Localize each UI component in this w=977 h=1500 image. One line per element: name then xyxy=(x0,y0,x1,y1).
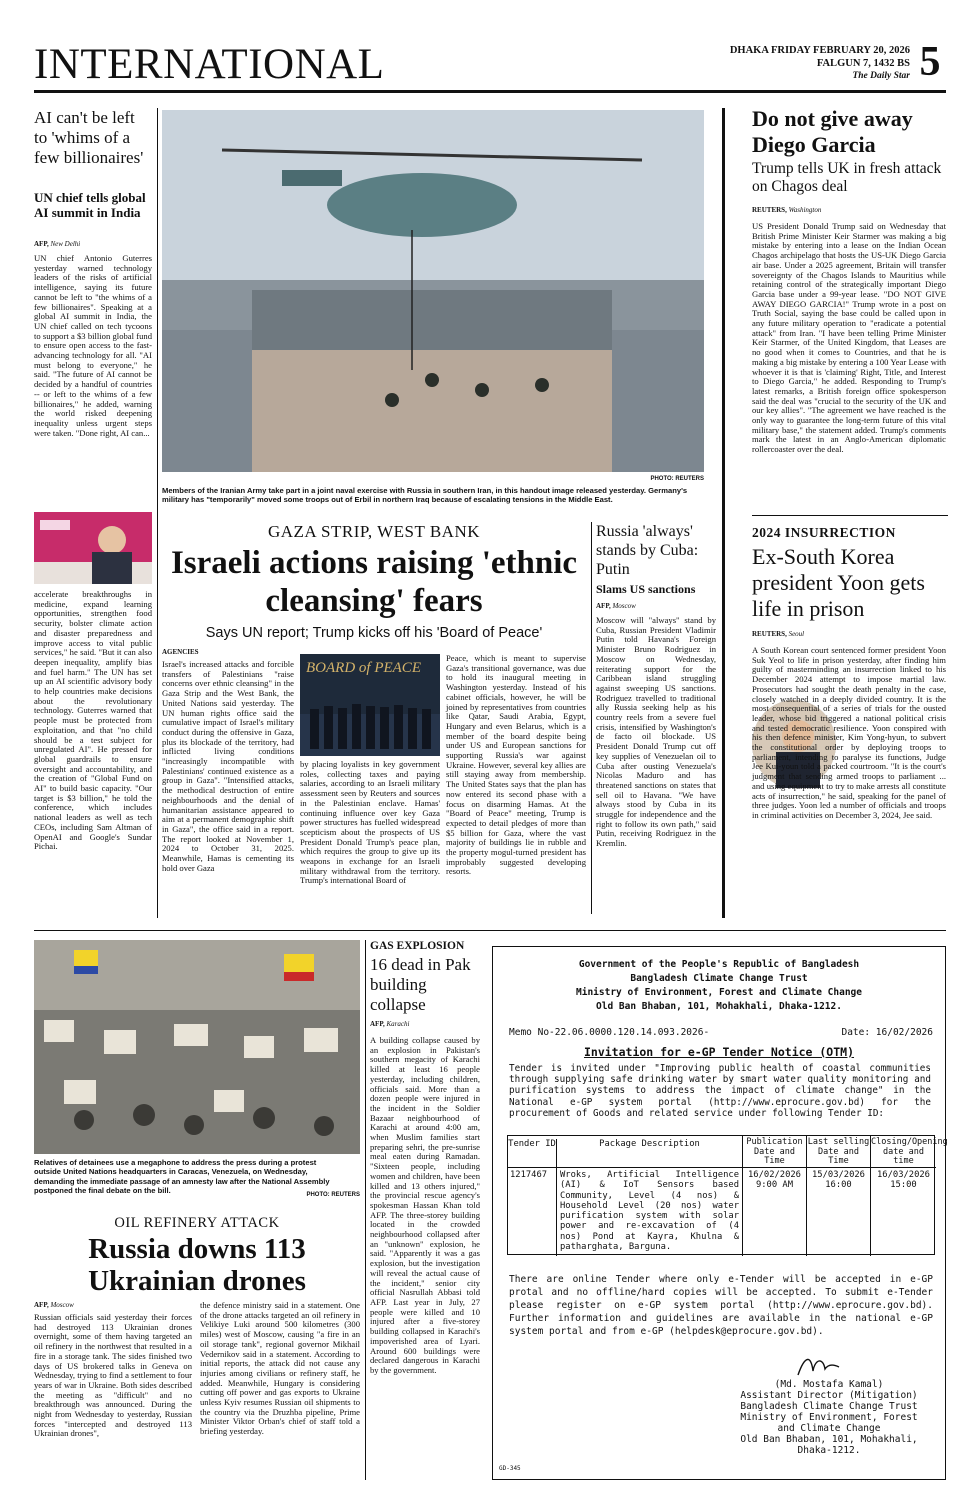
board-logo-text: BOARD of PEACE xyxy=(306,660,421,676)
tender-h2: Bangladesh Climate Change Trust xyxy=(630,973,808,984)
sig-addr1: Old Ban Bhaban, 101, Mohakhali, xyxy=(740,1434,918,1445)
sig-addr2: Dhaka-1212. xyxy=(797,1445,861,1456)
rule-right xyxy=(722,108,725,918)
russia-kicker: OIL REFINERY ATTACK xyxy=(114,1215,280,1231)
cuba-headline: Russia 'always' stands by Cuba: Putin xyxy=(596,523,699,578)
tender-notice xyxy=(492,946,946,1480)
ai-byline: AFP, New Delhi xyxy=(34,240,81,248)
gas-headline: 16 dead in Pak building collapse xyxy=(370,955,471,1014)
masthead-rule xyxy=(34,90,946,93)
cuba-subhead: Slams US sanctions xyxy=(596,582,696,596)
page-number: 5 xyxy=(919,39,941,85)
iran-photo-caption: Members of the Iranian Army take part in a joint naval exercise with Russia in southern Iran, in this handout image released yesterday. Germany's military has "temporarily" moved some troops out of Erbil in northern Iraq because of escalating tensions in the Middle East. xyxy=(162,486,688,505)
tender-h4: Old Ban Bhaban, 101, Mohakhali, Dhaka-1212. xyxy=(596,1001,842,1012)
tender-intro: Tender is invited under "Improving public health of coastal communities through supplying safe drinking water by smart water quality monitoring and purification systems to address the impact of climate change" in the National e-GP system portal (http://www.eprocure.gov.bd) for the procurement of Goods and related service under following Tender ID: xyxy=(509,1063,931,1119)
gaza-byline: AGENCIES xyxy=(162,648,199,656)
td-package: Wroks, Artificial Intelligence (AI) & IoT Sensors based Community, Level (4 nos) & Household Level (20 nos) water purification system with solar power and re-excavation of (4 nos) Pond at Kayra, Khulna & patharghata, Barguna. xyxy=(556,1168,742,1256)
cuba-byline: AFP, Moscow xyxy=(596,602,636,610)
td-tender-id: 1217467 xyxy=(510,1170,548,1180)
rule-diego xyxy=(752,515,948,516)
date-line-2: FALGUN 7, 1432 BS xyxy=(816,58,910,69)
sig-org1: Bangladesh Climate Change Trust xyxy=(740,1401,918,1412)
sig-title: Assistant Director (Mitigation) xyxy=(740,1390,918,1401)
yoon-byline: REUTERS, Seoul xyxy=(752,630,805,638)
gaza-kicker: GAZA STRIP, WEST BANK xyxy=(267,522,480,541)
rule-cuba xyxy=(591,522,592,914)
td-publication: 16/02/2026 9:00 AM xyxy=(742,1168,806,1256)
gas-body: A building collapse caused by an explosion in Pakistan's southern megacity of Karachi killed at least 16 people yesterday, including children, officials said. More than a dozen people were injured in the incident in the Soldier Bazaar neighbourhood of Karachi at around 4:00 am, when Muslim families start preparing sehri, the pre-sunrise meal eaten during Ramadan. "Sixteen people, including women and children, have been killed and 13 others injured," the provincial rescue agency's spokesman Hassan Khan told AFP. The three-storey building located in the crowded neighbourhood collapsed after an "unknown" explosion, he said. "Apparently it was a gas explosion, but the investigation will reveal the actual cause of the incident," senior city official Nasrullah Abbasi told AFP. Last year in July, 27 people were killed and 10 injured after a five-storey building collapsed in Karachi's impoverished area of Lyari. Around 600 buildings were declared dangerous in Karachi by the government. xyxy=(370,1035,480,1375)
diego-subhead: Trump tells UK in fresh attack on Chagos deal xyxy=(752,160,942,195)
th-publication: Publication Date and Time xyxy=(742,1136,806,1167)
rule-left xyxy=(157,108,158,918)
sig-name: (Md. Mostafa Kamal) xyxy=(774,1379,884,1390)
diego-body: US President Donald Trump said on Wednesday that British Prime Minister Keir Starmer was making a big mistake by entering into a lease on the Indian Ocean Chagos archipelago that hosts the US-UK Diego Garcia air base. Under a 2025 agreement, Britain will transfer sovereignty of the Chagos Islands to Mauritius while retaining control of the strategically important Diego Garcia base under a 99-year lease. "DO NOT GIVE AWAY DIEGO GARCIA!" Trump wrote in a post on Truth Social, saying the base could be called upon in any future military operation to "eradicate a potential attack" from Iran. "I have been telling Prime Minister Keir Starmer, of the United Kingdom, that Leases are no good when it comes to Countries, and that he is making a big mistake by entering a 100 Year Lease with whoever it is that is 'claiming' Right, Title, and Interest to Diego Garcia," he added. Responding to Trump's latest remarks, a British foreign office spokesperson said the deal was "crucial to the security of the UK and our key allies". "The agreement we have reached is the only way to guarantee the long-term future of this vital military base," the statement added. Trump's comments mark the latest in an Anglo-American diplomatic rollercoaster over the deal. xyxy=(752,221,946,455)
gaza-subhead: Says UN report; Trump kicks off his 'Board of Peace' xyxy=(205,625,543,641)
russia-byline: AFP, Moscow xyxy=(34,1301,74,1309)
tender-memo: Memo No-22.06.0000.120.14.093.2026- xyxy=(509,1027,710,1038)
yoon-headline: Ex-South Korea president Yoon gets life in prison xyxy=(752,544,925,621)
board-of-peace-photo xyxy=(300,654,440,756)
section-title: INTERNATIONAL xyxy=(34,41,385,88)
ai-body-1: UN chief Antonio Guterres yesterday warned technology leaders of the risks of artificial intelligence, saying its future cannot be left to "the whims of a few billionaires". Speaking at a global AI summit in India, the UN chief called on tech tycoons to support a $3 billion global fund to ensure open access to the fast-advancing technology for all. "AI must belong to everyone," he said. "The future of AI cannot be decided by a handful of countries -- or left to the whims of a few billionaires," he added, warning the world risked deepening inequality unless urgent steps were taken. "Done right, AI can... xyxy=(34,253,152,438)
tender-table xyxy=(507,1135,948,1255)
tender-table-row xyxy=(508,1168,936,1256)
tender-note: There are online Tender where only e-Tender will be accepted in e-GP protal and no offline/hard copies will be accepted. To submit e-Tender please register on e-GP system portal (http://www.eprocure.gov.bd). Further information and guidelines are available in the national e-GP system portal and from e-GP (helpdesk@eprocure.gov.bd). xyxy=(509,1274,933,1337)
diego-headline: Do not give away Diego Garcia xyxy=(752,106,913,157)
tender-h1: Government of the People's Republic of Bangladesh xyxy=(578,959,860,970)
th-last-selling: Last selling Date and Time xyxy=(807,1137,870,1166)
ai-subhead: UN chief tells global AI summit in India xyxy=(34,190,146,220)
rule-gas xyxy=(365,940,366,1480)
tender-code: GD-345 xyxy=(499,1465,521,1472)
gas-byline: AFP, Karachi xyxy=(370,1020,410,1028)
board-image xyxy=(300,654,440,756)
russia-col-1: Russian officials said yesterday their forces had destroyed 113 Ukrainian drones overnight, some of them having targeted an oil refinery in the northwest that resulted in a fire in a storage tank. The sides finished two days of US brokered talks in Geneva on Wednesday, trying to find a settlement to four years of war in Ukraine. Both sides described the meeting as "difficult" and no breakthrough was announced. During the night from Wednesday to yesterday, Russian forces "intercepted and destroyed 113 Ukrainian drones", xyxy=(34,1312,192,1439)
sig-org2: Ministry of Environment, Forest and Climate Change xyxy=(740,1412,918,1434)
gaza-col-3: Peace, which is meant to supervise Gaza's transitional governance, was due to hold its inaugural meeting in Washington yesterday. Instead of his cabinet officials, however, he will be joined by representatives from countries like Qatar, Saudi Arabia, Egypt, Hungary and even Belarus, which is a member of the board despite being under US and European sanctions for supporting Russia's war against Ukraine. However, several key allies are still staying away from membership. The United States says that the plan has now entered its second phase with a focus on disarming Hamas. At the "Board of Peace" meeting, Trump is expected to detail pledges of more than $5 billion for Gaza, where the vast majority of buildings lie in rubble and the property mogul-turned president has improbably suggested developing resorts. xyxy=(446,653,586,877)
tender-title: Invitation for e-GP Tender Notice (OTM) xyxy=(583,1045,855,1059)
venezuela-caption: Relatives of detainees use a megaphone to address the press during a protest outside United Nations headquarters in Caracas, Venezuela, on Wednesday, demanding the immediate passage of an amnesty law after the National Assembly postponed the final debate on the bill. xyxy=(34,1158,330,1196)
tender-date: Date: 16/02/2026 xyxy=(841,1027,933,1038)
diego-byline: REUTERS, Washington xyxy=(752,206,822,214)
td-last-selling: 15/03/2026 16:00 xyxy=(806,1168,870,1256)
guterres-photo xyxy=(34,512,152,584)
iran-helicopter-photo xyxy=(162,110,704,472)
helicopter-image xyxy=(162,110,704,472)
gaza-col-2: by placing loyalists in key government roles, collecting taxes and paying salaries, according to an Israeli military assessment seen by Reuters and sources in the Palestinian enclave. Hamas' continuing influence over key Gaza power structures has fuelled widespread scepticism about the prospects of US President Donald Trump's peace plan, which requires the group to give up its weapons in exchange for an Israeli military withdrawal from the territory. Trump's international Board of xyxy=(300,759,440,886)
yoon-body: A South Korean court sentenced former president Yoon Suk Yeol to life in prison yesterday, after finding him guilty of masterminding an insurrection linked to his December 2024 attempt to impose martial law. Prosecutors had sought the death penalty in the case, closely watched in a deeply divided country. It is the most consequential of a series of trials for the ousted leader, whose bid triggered a national political crisis and tested democratic resilience. Yoon conspired with his then defence minister, Kim Yong-hyun, to subvert the constitutional order by deploying troops to parliament, intending to paralyse its functions, Judge Jee Kui-youn told a packed courtroom. "It is the court's judgment that sending armed troops to parliament ... and using equipment to try to make arrests all constitute acts of insurrection," he said, speaking for the panel of three judges. Yoon led a number of officials and troops in criminal activities on December 3, 2024, Jee said. xyxy=(752,645,946,820)
iran-photo-credit: PHOTO: REUTERS xyxy=(650,476,704,482)
russia-headline: Russia downs 113 Ukrainian drones xyxy=(88,1233,306,1297)
th-package: Package Description xyxy=(556,1139,742,1167)
yoon-kicker: 2024 INSURRECTION xyxy=(752,525,896,540)
td-closing: 16/03/2026 15:00 xyxy=(870,1168,936,1256)
paper-logo: The Daily Star xyxy=(852,71,910,81)
th-closing: Closing/Opening date and time xyxy=(871,1137,948,1166)
venezuela-protest-photo xyxy=(34,940,360,1154)
gaza-col-1: Israel's increased attacks and forcible transfers of Palestinians "raise concerns over ethnic cleansing" in the Gaza Strip and the West Bank, the United Nations said yesterday. The UN human rights office said the cumulative impact of Israel's military conduct during the offensive in Gaza, plus its blockade of the territory, had inflicted living conditions "increasingly incompatible with Palestinians' continued existence as a group in Gaza". "Intensified attacks, the methodical destruction of entire neighbourhoods and the denial of humanitarian assistance appeared to aim at a permanent demographic shift in Gaza", the office said in a report. The report looked at November 1, 2024 to October 31, 2025. Meanwhile, Hamas is cementing its hold over Gaza xyxy=(162,659,294,873)
ai-body-2: accelerate breakthroughs in medicine, expand learning opportunities, strengthen food security, bolster climate action and disaster preparedness and improve access to vital public services," he said. "But it can also deepen inequality, amplify bias and fuel harm." The UN has set up an AI scientific advisory body to help countries make decisions about the revolutionary technology. Guterres warned that people must be protected from exploitation, and that "no child should be a test subject for unregulated AI". He pressed for global guardrails to ensure oversight and accountability, and the creation of "Global Fund on AI" to build basic capacity. "Our target is $3 billion," he told the conference, which includes national leaders as well as tech CEOs, including Sam Altman of OpenAI and Google's Sundar Pichai. xyxy=(34,589,152,852)
tender-table-header xyxy=(508,1136,948,1168)
rule-mid xyxy=(34,930,946,931)
date-line: DHAKA FRIDAY FEBRUARY 20, 2026 xyxy=(729,45,910,56)
tender-h3: Ministry of Environment, Forest and Climate Change xyxy=(576,987,862,998)
ai-headline: AI can't be left to 'whims of a few billionaires' xyxy=(34,108,144,167)
venezuela-credit: PHOTO: REUTERS xyxy=(306,1192,360,1198)
th-tender-id: Tender ID xyxy=(508,1139,556,1149)
russia-col-2: the defence ministry said in a statement. One of the drone attacks targeted an oil refinery in Velikiye Luki around 500 kilometres (300 miles) west of Moscow, causing "a fire in an oil storage tank", regional governor Mikhail Vedernikov said in a statement. According to initial reports, the attack did not cause any injuries among civilians or refinery staff, he added. Meanwhile, Hungary is considering cutting off power and gas exports to Ukraine unless Kyiv resumes Russian oil shipments to the country via the Druzhba pipeline, Prime Minister Viktor Orban's chief of staff told a briefing yesterday. xyxy=(200,1300,360,1437)
signature-mark xyxy=(793,1351,843,1381)
guterres-image xyxy=(34,512,152,584)
gaza-headline: Israeli actions raising 'ethnic cleansing' fears xyxy=(170,545,578,619)
gas-kicker: GAS EXPLOSION xyxy=(370,940,465,952)
protest-image xyxy=(34,940,360,1154)
cuba-body: Moscow will "always" stand by Cuba, Russian President Vladimir Putin told Havana's Foreign Minister Bruno Rodriguez in Moscow on Wednesday, reiterating support for the Caribbean island struggling against sweeping US sanctions. Rodriguez travelled to traditional ally Russia seeking help as his country reels from a severe fuel crisis, intensified by Washington's de facto oil blockade. US President Donald Trump cut off key supplies of Venezuelan oil to Cuba after ousting Venezuela's Nicolas Maduro and has threatened sanctions on states that sell oil to Havana. "We have always stood by Cuba in its struggle for independence and the right to follow its own path," said Putin, receiving Rodriguez in the Kremlin. xyxy=(596,615,716,849)
